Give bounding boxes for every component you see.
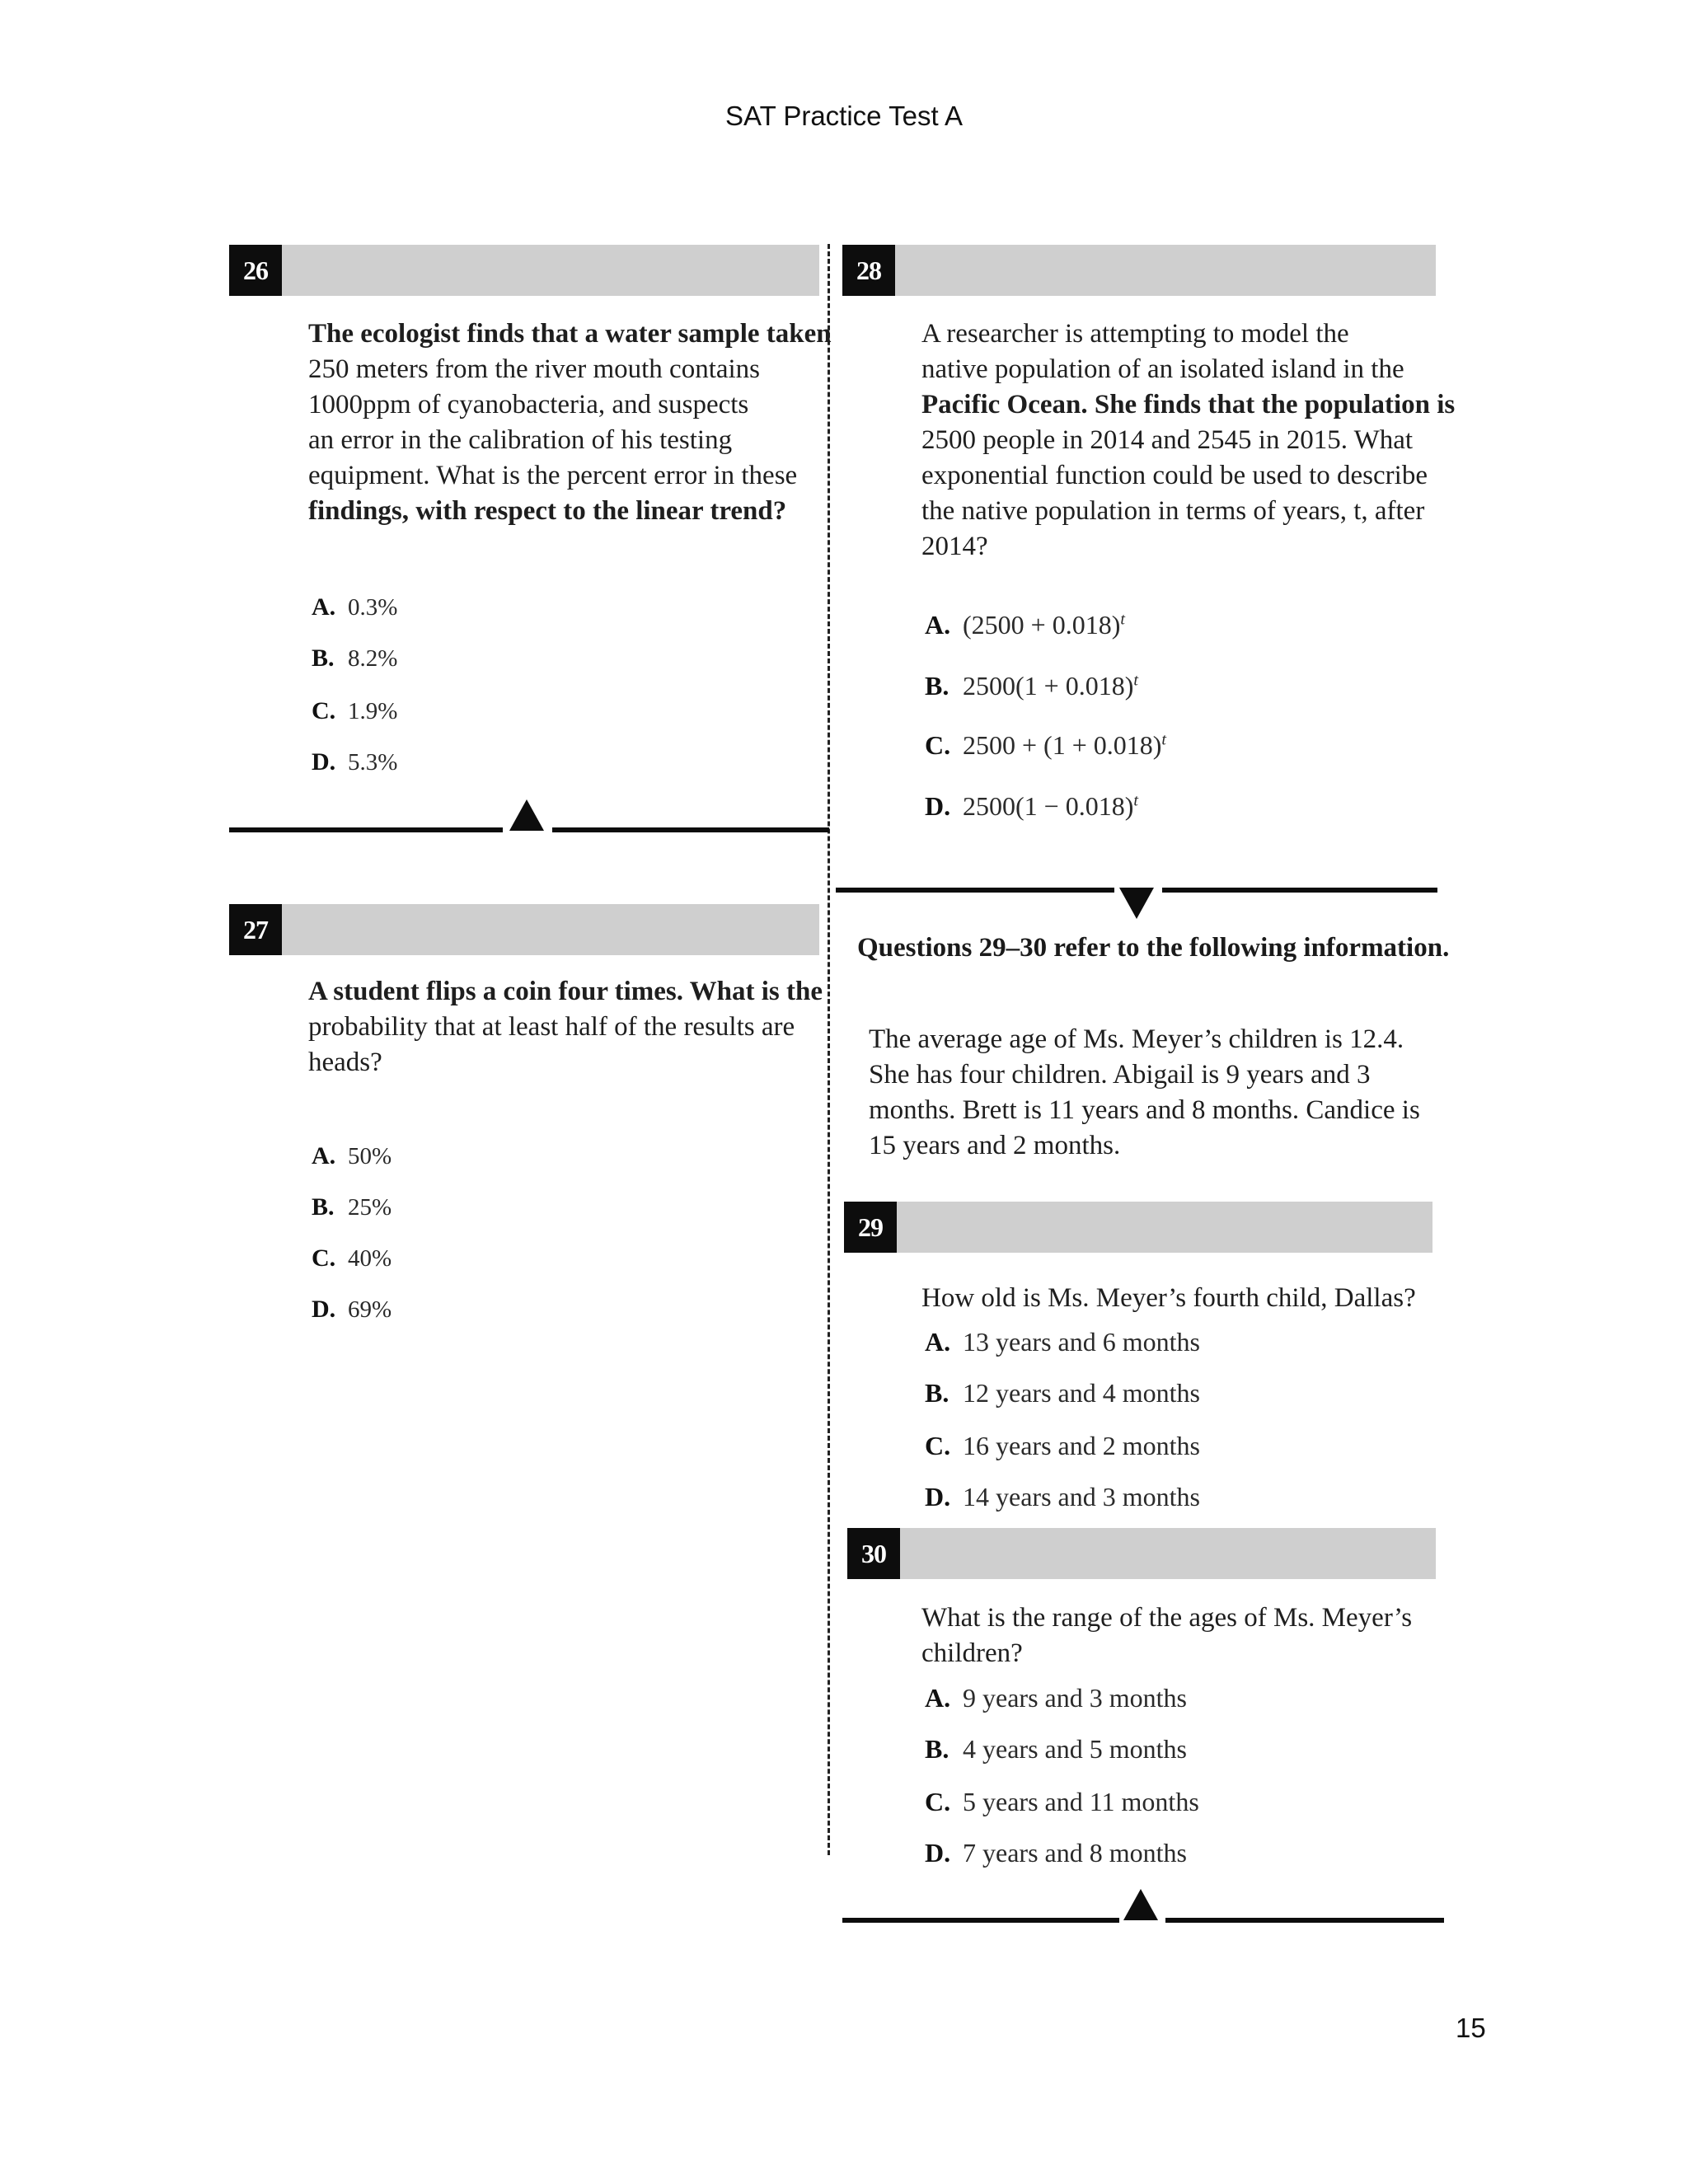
choice-letter: D. (925, 1482, 951, 1511)
choice-exponent: t (1133, 791, 1138, 810)
choice-letter: C. (925, 1431, 951, 1460)
stem-line: native population of an isolated island in the (921, 354, 1404, 384)
choice-exponent: t (1133, 671, 1138, 690)
choice-text: 12 years and 4 months (963, 1378, 1200, 1408)
answer-choice[interactable] (925, 610, 1125, 640)
choice-text: 25% (348, 1194, 392, 1221)
choice-text: 9 years and 3 months (963, 1683, 1187, 1713)
choice-formula: 2500 + (1 + 0.018) (963, 730, 1162, 760)
stem-line: children? (921, 1638, 1023, 1668)
choice-text: 13 years and 6 months (963, 1327, 1200, 1357)
choice-text: 0.3% (348, 594, 398, 621)
stem-line: heads? (308, 1047, 382, 1077)
question-26-stem (308, 316, 832, 529)
question-number-badge: 29 (844, 1202, 897, 1253)
choice-formula: 2500(1 − 0.018) (963, 791, 1134, 821)
question-30-stem (921, 1601, 1412, 1671)
question-27-header (229, 904, 819, 955)
choice-letter: A. (925, 1683, 951, 1713)
choice-formula: 2500(1 + 0.018) (963, 671, 1134, 701)
choice-letter: A. (312, 593, 336, 621)
choice-letter: A. (925, 1327, 951, 1357)
answer-choice[interactable] (925, 1787, 1199, 1817)
answer-choice[interactable] (925, 1378, 1200, 1408)
info-passage: The average age of Ms. Meyer’s children is 12.4. She has four children. Abigail is 9 years and 3 months. Brett is 11 years and 8 months. Candice is 15 years and 2 months. (869, 1024, 1420, 1160)
choice-letter: B. (925, 1378, 950, 1408)
stem-line: 2500 people in 2014 and 2545 in 2015. What (921, 425, 1414, 455)
answer-choice[interactable] (925, 1734, 1187, 1765)
stem-line: findings, with respect to the linear trend? (308, 496, 787, 526)
section-end-rule (836, 888, 1114, 893)
answer-choice[interactable] (312, 697, 397, 725)
choice-formula: (2500 + 0.018) (963, 610, 1121, 640)
answer-choice[interactable] (312, 644, 397, 673)
section-end-rule (842, 1918, 1119, 1923)
choice-text: 69% (348, 1296, 392, 1323)
answer-choice[interactable] (925, 791, 1138, 822)
stem-line: What is the range of the ages of Ms. Meyer’s (921, 1603, 1413, 1633)
choice-letter: A. (312, 1142, 336, 1169)
choice-exponent: t (1120, 610, 1125, 629)
stem-line: The ecologist finds that a water sample taken (308, 319, 832, 349)
continue-arrow-down-icon (1119, 888, 1154, 919)
answer-choice[interactable] (312, 1142, 392, 1170)
stem-line: A student flips a coin four times. What is the (308, 977, 823, 1006)
answer-choice[interactable] (925, 1327, 1200, 1357)
choice-letter: D. (925, 791, 951, 821)
choice-letter: C. (312, 697, 336, 724)
continue-arrow-up-icon (509, 799, 544, 831)
choice-text: 4 years and 5 months (963, 1734, 1187, 1764)
page-number: 15 (1456, 2013, 1486, 2043)
answer-choice[interactable] (312, 1193, 392, 1221)
question-30-header (847, 1528, 1436, 1579)
section-end-rule (1165, 1918, 1444, 1923)
choice-letter: A. (925, 610, 951, 640)
choice-letter: B. (925, 1734, 950, 1764)
question-number-badge: 30 (847, 1528, 900, 1579)
answer-choice[interactable] (312, 748, 397, 776)
choice-letter: D. (925, 1838, 951, 1868)
stem-line: Pacific Ocean. She finds that the population is (921, 390, 1456, 419)
question-number-badge: 28 (842, 245, 895, 296)
answer-choice[interactable] (925, 1482, 1200, 1512)
choice-letter: D. (312, 748, 336, 776)
answer-choice[interactable] (925, 730, 1166, 761)
stem-line: exponential function could be used to describe (921, 461, 1428, 490)
answer-choice[interactable] (312, 593, 397, 621)
choice-exponent: t (1161, 730, 1166, 749)
choice-text: 5.3% (348, 749, 398, 776)
choice-letter: B. (312, 644, 335, 672)
choice-text: 5 years and 11 months (963, 1787, 1199, 1816)
question-number-badge: 26 (229, 245, 282, 296)
answer-choice[interactable] (925, 1838, 1187, 1868)
stem-line: the native population in terms of years, t, after (921, 496, 1425, 526)
question-28-stem (921, 316, 1455, 565)
answer-choice[interactable] (312, 1244, 392, 1272)
answer-choice[interactable] (925, 1683, 1187, 1713)
stem-line: probability that at least half of the results are (308, 1012, 795, 1042)
section-end-rule (552, 827, 829, 832)
answer-choice[interactable] (925, 1431, 1200, 1461)
stem-line: 250 meters from the river mouth contains (308, 354, 761, 384)
question-26-header (229, 245, 819, 296)
choice-text: 40% (348, 1245, 392, 1272)
choice-text: 1.9% (348, 698, 398, 724)
question-number-badge: 27 (229, 904, 282, 955)
choice-letter: D. (312, 1296, 336, 1323)
question-29-stem: How old is Ms. Meyer’s fourth child, Dallas? (921, 1283, 1416, 1313)
choice-letter: C. (312, 1244, 336, 1272)
section-end-rule (1162, 888, 1437, 893)
stem-line: 2014? (921, 532, 988, 561)
choice-text: 50% (348, 1143, 392, 1169)
stem-line: 1000ppm of cyanobacteria, and suspects (308, 390, 749, 419)
choice-text: 16 years and 2 months (963, 1431, 1200, 1460)
choice-letter: B. (312, 1193, 335, 1221)
question-27-stem (308, 974, 823, 1080)
section-end-rule (229, 827, 503, 832)
stem-line: an error in the calibration of his testing (308, 425, 733, 455)
choice-letter: C. (925, 1787, 951, 1816)
choice-text: 14 years and 3 months (963, 1482, 1200, 1511)
question-28-header (842, 245, 1436, 296)
choice-text: 8.2% (348, 645, 398, 672)
choice-text: 7 years and 8 months (963, 1838, 1187, 1868)
stem-line: A researcher is attempting to model the (921, 319, 1349, 349)
answer-choice[interactable] (312, 1296, 392, 1324)
choice-letter: C. (925, 730, 951, 760)
continue-arrow-up-icon (1123, 1889, 1158, 1920)
choice-letter: B. (925, 671, 950, 701)
question-29-header (844, 1202, 1432, 1253)
stem-line: equipment. What is the percent error in these (308, 461, 798, 490)
page-header-title: SAT Practice Test A (725, 101, 963, 131)
info-heading: Questions 29–30 refer to the following information. (857, 933, 1450, 963)
answer-choice[interactable] (925, 671, 1138, 701)
